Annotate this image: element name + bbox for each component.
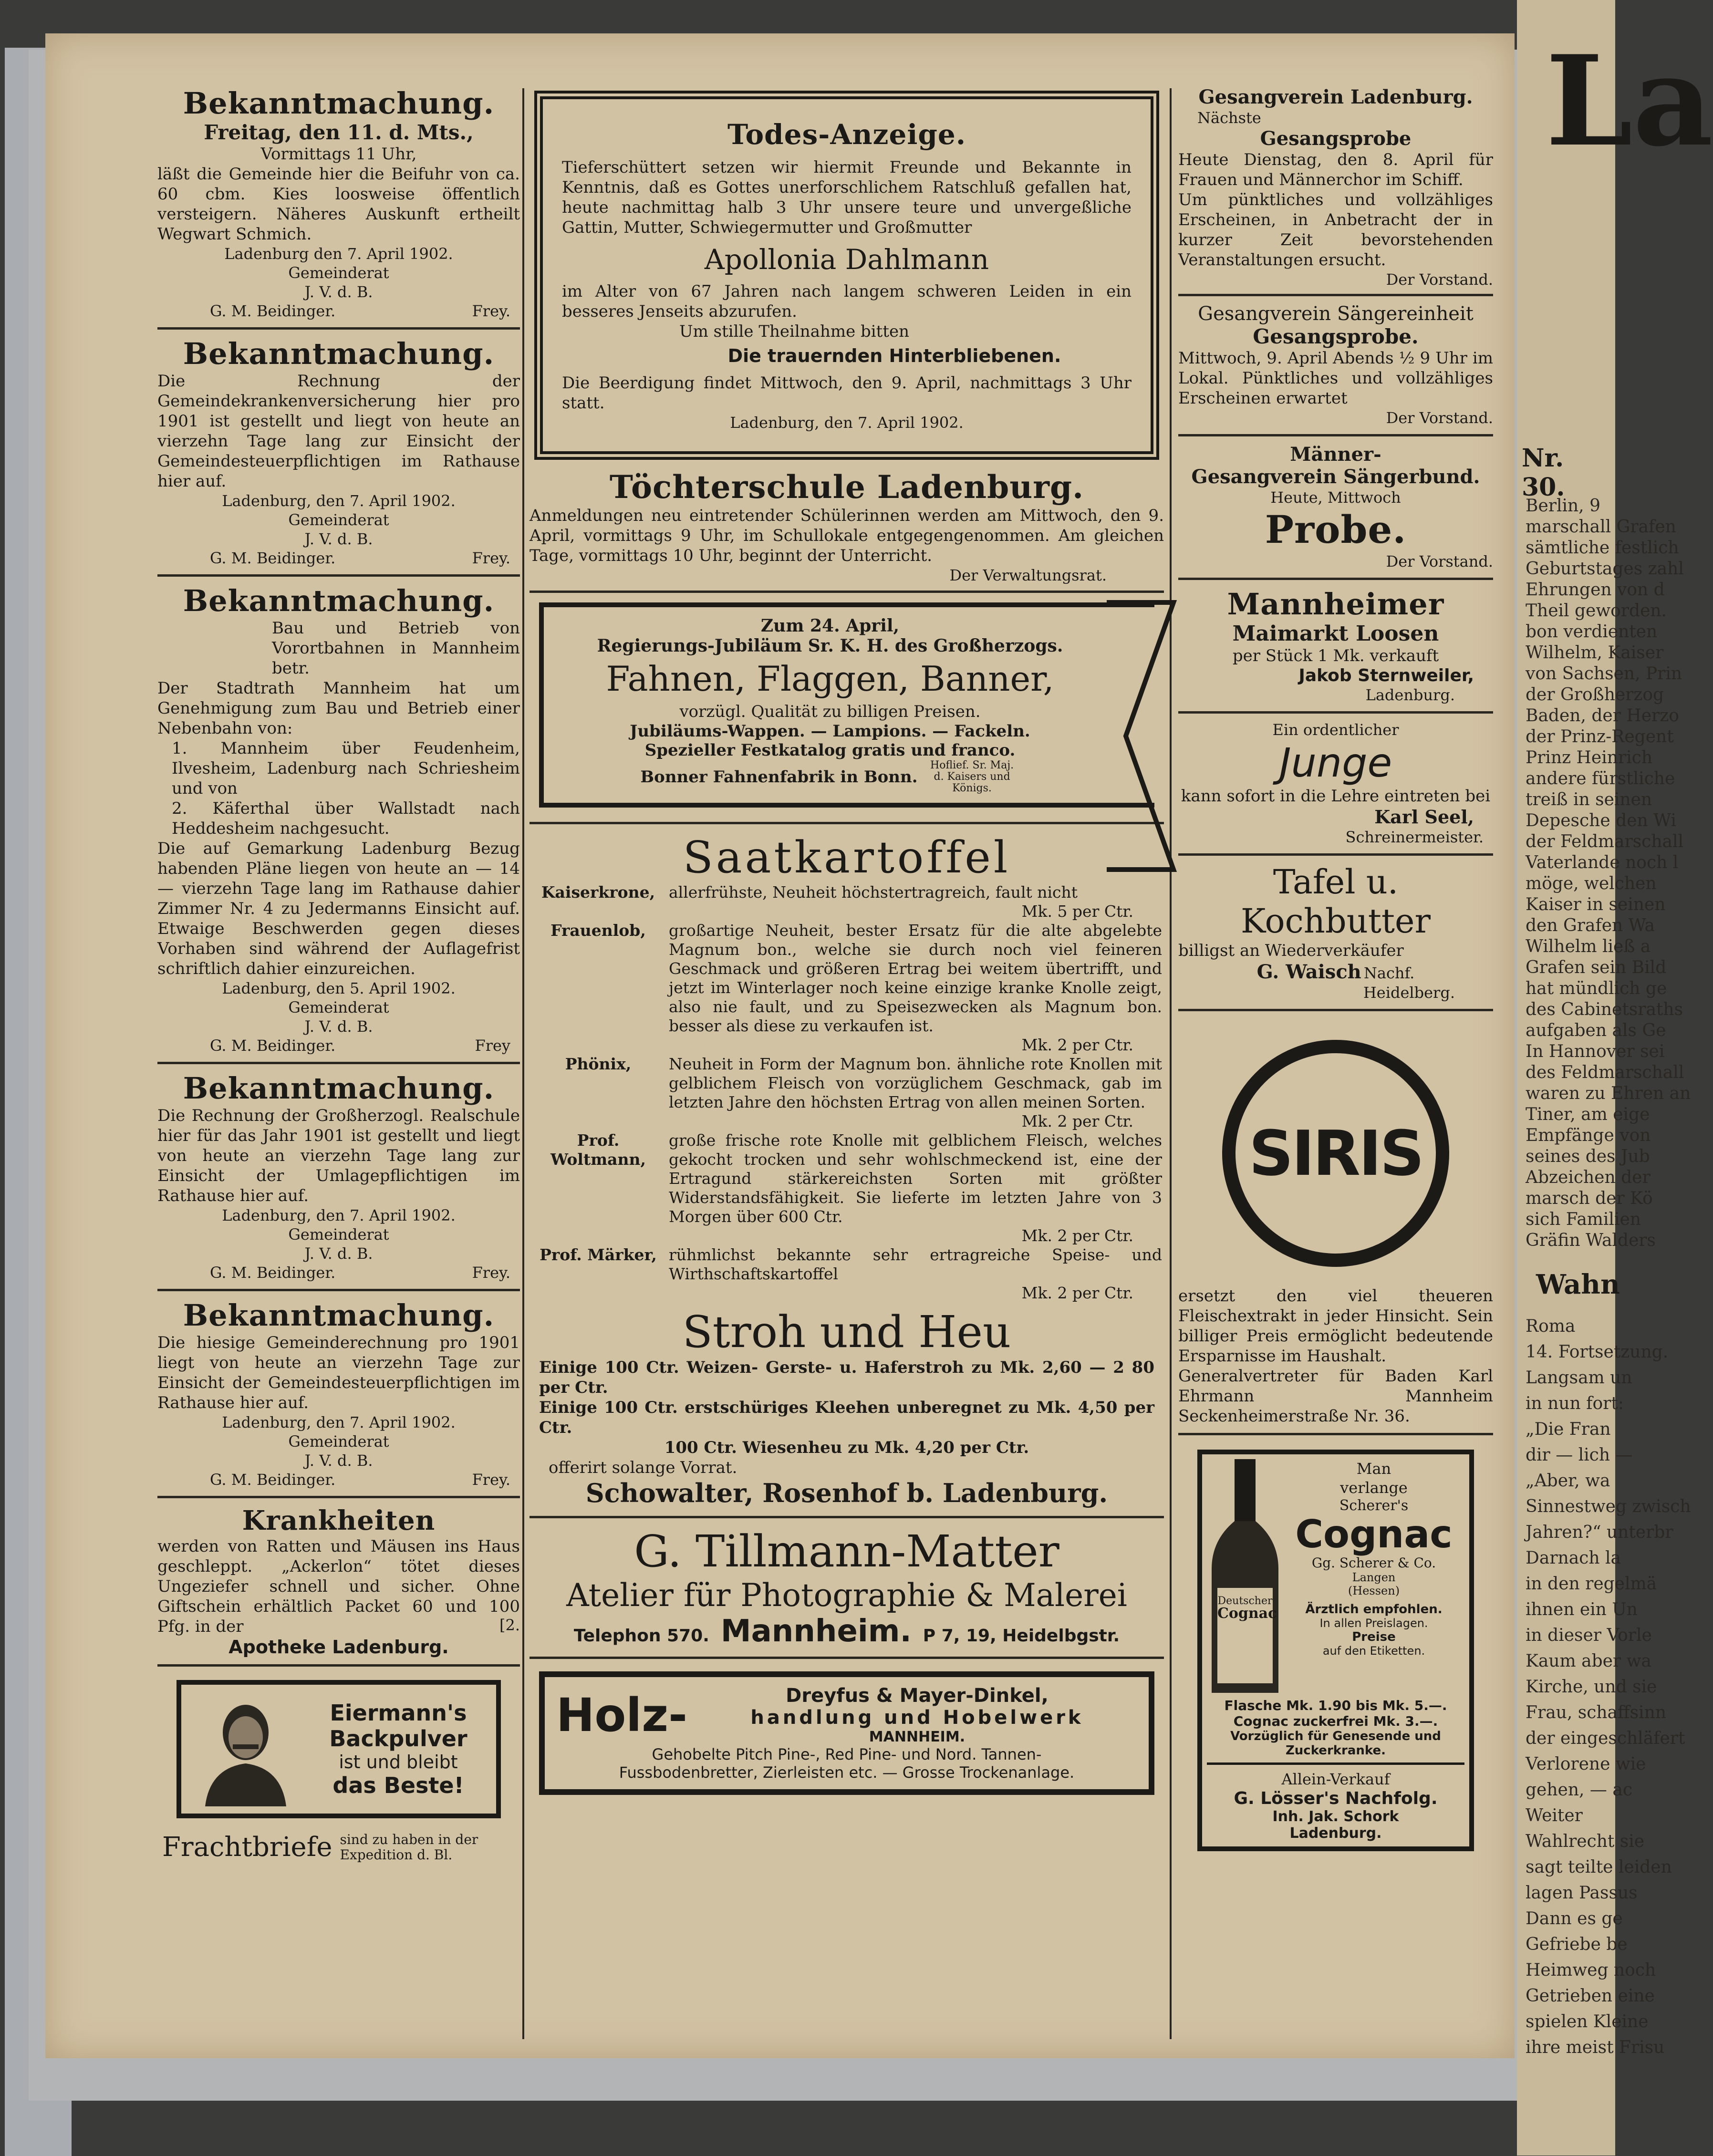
- article-line: Vaterlande noch l: [1526, 853, 1679, 872]
- ad-line-4: Gehobelte Pitch Pine-, Red Pine- und Nord. Tannen-: [652, 1745, 1042, 1763]
- potato-description: [667, 1055, 1164, 1131]
- death-notice-ask: Um stille Theilnahme bitten: [679, 322, 910, 341]
- potato-description: [667, 883, 1164, 921]
- notice-title: Bekanntmachung.: [183, 336, 495, 371]
- ad-big-word: Probe.: [1265, 507, 1407, 552]
- notice-signature: G. M. Beidinger.: [210, 1264, 336, 1282]
- death-notice-body-2: im Alter von 67 Jahren nach langem schweren Leiden in ein besseres Jenseits abzurufen.: [562, 282, 1132, 321]
- ad-prices-note: auf den Etiketten.: [1322, 1644, 1425, 1658]
- ad-line-5: Spezieller Festkatalog gratis und franco.: [644, 741, 1016, 760]
- article-line: der eingeschläfert: [1526, 1729, 1685, 1748]
- article-line: sich Familien: [1526, 1210, 1641, 1229]
- ad-choir-ladenburg: [1178, 86, 1493, 296]
- notice-realschule-accounts: [157, 1064, 520, 1291]
- article-line: Kaiser in seinen: [1526, 895, 1666, 914]
- ad-name: Jakob Sternweiler,: [1298, 666, 1474, 685]
- ad-subtitle: Gesangsprobe.: [1253, 325, 1419, 348]
- ad-name: Karl Seel,: [1374, 806, 1474, 828]
- ad-body: Heute Dienstag, den 8. April für Frauen und Männerchor im Schiff.: [1178, 150, 1493, 189]
- ad-title: Gesangverein Ladenburg.: [1198, 86, 1473, 108]
- potato-desc-text: großartige Neuheit, bester Ersatz für die alte abgelebte Magnum bon., welche sie durch noch viel feineren Geschmack und größeren Ertrag bei weitem übertrifft, und jetzt im Winterlager noch keine einzige kranke Knolle zeigt, also nie fault, und zu Speisezwecken als Magnum bon. besser als diese zu verkaufen ist.: [669, 921, 1162, 1035]
- potato-variety: Frauenlob,: [550, 921, 646, 940]
- ad-body: ersetzt den viel theueren Fleischextrakt in jeder Hinsicht. Sein billiger Preis ermöglicht bedeutende Ersparnisse im Haushalt.: [1178, 1286, 1493, 1366]
- ad-place: Heidelberg.: [1363, 984, 1455, 1002]
- notice-body: läßt die Gemeinde hier die Beifuhr von ca. 60 cbm. Kies loosweise öffentlich versteigern. Näheres Auskunft ertheilt Wegwart Schmich.: [157, 165, 520, 244]
- article-line: Wilhelm ließ a: [1526, 937, 1651, 956]
- article-line: spielen Kleine: [1526, 2012, 1649, 2032]
- ad-place: Ladenburg.: [1365, 686, 1455, 704]
- notice-signature-2: Frey.: [472, 1264, 510, 1282]
- notice-place-date: Ladenburg, den 7. April 1902.: [222, 1206, 456, 1224]
- potato-description: [667, 1131, 1164, 1245]
- article-line: „Aber, wa: [1526, 1471, 1610, 1491]
- ad-title-2: Gesangverein Sängerbund.: [1191, 466, 1480, 488]
- notice-place-date: Ladenburg, den 7. April 1902.: [222, 1413, 456, 1431]
- column-rule-1: [522, 88, 524, 2039]
- ad-shop: Apotheke Ladenburg.: [228, 1637, 449, 1658]
- notice-signature-2: Frey.: [472, 302, 510, 320]
- notice-body: Der Stadtrath Mannheim hat um Genehmigung zum Bau und Betrieb einer Nebenbahn von:: [157, 679, 520, 738]
- notice-abbr: J. V. d. B.: [304, 530, 373, 548]
- notice-title: Bekanntmachung.: [183, 583, 495, 618]
- ad-today: Heute, Mittwoch: [1270, 488, 1401, 507]
- death-notice: [534, 91, 1159, 460]
- ad-title: Saatkartoffel: [683, 832, 1011, 883]
- ad-line-3: vorzügl. Qualität zu billigen Preisen.: [679, 702, 981, 721]
- ad-line-1: Dreyfus & Mayer-Dinkel,: [786, 1685, 1049, 1707]
- article-line: lagen Passus: [1526, 1883, 1638, 1903]
- potato-row: [529, 1245, 1164, 1303]
- ad-apprentice: [1178, 714, 1493, 856]
- article-line: aufgaben als Ge: [1526, 1021, 1666, 1040]
- article-line: Langsam un: [1526, 1368, 1632, 1388]
- ad-body: werden von Ratten und Mäusen ins Haus geschleppt. „Ackerlon“ tötet dieses Ungeziefer schnell und sicher. Ohne Giftschein erhältlich Packet 60 und 100 Pfg. in der: [157, 1537, 520, 1636]
- ad-ackerlon: [157, 1498, 520, 1667]
- notice-date: Freitag, den 11. d. Mts.,: [204, 121, 474, 144]
- ad-big-title: Fahnen, Flaggen, Banner,: [606, 659, 1054, 699]
- ad-place: Ladenburg.: [1289, 1825, 1382, 1842]
- death-notice-place-date: Ladenburg, den 7. April 1902.: [730, 414, 964, 432]
- notice-org: Gemeinderat: [288, 1225, 389, 1244]
- potato-variety: Prof. Märker,: [540, 1245, 657, 1264]
- ad-title: Krankheiten: [242, 1505, 436, 1536]
- article-line: möge, welchen: [1526, 874, 1657, 893]
- notice-body: Die hiesige Gemeinderechnung pro 1901 liegt von heute an vierzehn Tage zur Einsicht der Gemeindesteuerpflichtigen im Rathause hier auf.: [157, 1333, 520, 1412]
- article-line: der Großherzog: [1526, 685, 1664, 705]
- ad-location: Langen: [1352, 1571, 1396, 1584]
- bottle-label-1: Deutscher: [1217, 1595, 1273, 1607]
- notice-signature-2: Frey.: [472, 549, 510, 567]
- potato-desc-text: große frische rote Knolle mit gelblichem Fleisch, welches gekocht trocken und sehr wohlschmeckend ist, eine der Ertragund stärkereichsten Sorten mit größter Widerstandsfähigkeit. Sie lieferte im letzten Jahre von 3 Morgen über 600 Ctr.: [669, 1131, 1162, 1226]
- potato-variety: Prof. Woltmann,: [550, 1131, 646, 1169]
- ad-city: Mannheim.: [720, 1614, 912, 1649]
- ad-body: per Stück 1 Mk. verkauft: [1232, 646, 1439, 665]
- article-line: In Hannover sei: [1526, 1042, 1665, 1061]
- notice-title: Bekanntmachung.: [183, 1298, 495, 1333]
- notice-item-2: 2. Käferthal über Wallstadt nach Heddesheim nachgesucht.: [172, 799, 520, 838]
- ad-shop: G. Lösser's Nachfolg.: [1234, 1789, 1438, 1808]
- siris-logo-text: SIRIS: [1248, 1117, 1423, 1190]
- ad-price-range: In allen Preislagen.: [1319, 1617, 1428, 1630]
- article-line: in den regelmä: [1526, 1574, 1657, 1594]
- article-line: Wilhelm, Kaiser: [1526, 643, 1664, 663]
- potato-description: [667, 1245, 1164, 1303]
- article-line: ihnen ein Un: [1526, 1600, 1638, 1619]
- potato-price: Mk. 2 per Ctr.: [1021, 1284, 1133, 1302]
- notice-item-1: 1. Mannheim über Feudenheim, Ilvesheim, Ladenburg nach Schriesheim und von: [172, 739, 520, 798]
- potato-price: Mk. 5 per Ctr.: [1021, 902, 1133, 921]
- siris-logo: [1222, 1040, 1449, 1267]
- article-line: Jahren?“ unterbr: [1526, 1523, 1673, 1542]
- ad-line-4: das Beste!: [332, 1772, 464, 1798]
- ad-line-3: MANNHEIM.: [869, 1729, 966, 1745]
- ad-seed-potatoes: [529, 824, 1164, 1518]
- ad-cognac: [1197, 1450, 1474, 1851]
- article-line: des Cabinetsraths: [1526, 1000, 1683, 1019]
- article-line: Roma: [1526, 1316, 1576, 1336]
- article-line: in dieser Vorle: [1526, 1626, 1652, 1645]
- column-rule-2: [1170, 88, 1172, 2039]
- article-line: des Feldmarschall: [1526, 1063, 1684, 1082]
- article-line: den Grafen Wa: [1526, 916, 1655, 935]
- ad-line-6: Bonner Fahnenfabrik in Bonn.: [640, 767, 918, 787]
- ad-subtitle: Gesangsprobe: [1260, 127, 1412, 150]
- ad-signature: Schowalter, Rosenhof b. Ladenburg.: [585, 1478, 1108, 1508]
- article-line: marsch der Kö: [1526, 1189, 1653, 1208]
- article-line: der Feldmarschall: [1526, 832, 1683, 851]
- ad-title-1: Mannheimer: [1227, 587, 1444, 622]
- potato-row: [529, 1055, 1164, 1131]
- notice-signature-2: Frey: [475, 1037, 510, 1055]
- article-line: Weiter: [1526, 1806, 1583, 1825]
- potato-row: [529, 883, 1164, 921]
- article-line: marschall Grafen: [1526, 517, 1676, 537]
- ad-line-2: verlange: [1340, 1479, 1408, 1497]
- notice-abbr: J. V. d. B.: [304, 283, 373, 301]
- ad-location-2: (Hessen): [1348, 1584, 1400, 1597]
- ad-signature: Der Vorstand.: [1386, 270, 1493, 289]
- potato-description: [667, 921, 1164, 1055]
- article-line: andere fürstliche: [1526, 769, 1675, 788]
- notice-signature: G. M. Beidinger.: [210, 302, 336, 320]
- ad-big-word: Junge: [1279, 739, 1392, 786]
- ad-line-2: handlung und Hobelwerk: [750, 1707, 1084, 1729]
- article-line: Heimweg noch: [1526, 1960, 1656, 1980]
- notice-body: Die Rechnung der Gemeindekrankenversicherung hier pro 1901 ist gestellt und liegt von heute an vierzehn Tage lang zur Einsicht der Gemeindesteuerpflichtigen im Rathause hier auf.: [157, 372, 520, 491]
- ad-signature: Der Verwaltungsrat.: [949, 566, 1107, 584]
- article-line: Verlorene wie: [1526, 1754, 1646, 1774]
- ad-price-1: Flasche Mk. 1.90 bis Mk. 5.—.: [1224, 1698, 1447, 1713]
- death-notice-mourners: Die trauernden Hinterbliebenen.: [727, 345, 1061, 366]
- potato-desc-text: allerfrühste, Neuheit höchstertragreich, fault nicht: [669, 883, 1078, 902]
- article-line: Grafen sein Bild: [1526, 958, 1667, 977]
- ad-line-2: Regierungs-Jubiläum Sr. K. H. des Großherzogs.: [597, 636, 1063, 656]
- notice-title: Bekanntmachung.: [183, 1071, 495, 1106]
- article-line: Sinnestweg zwisch: [1526, 1497, 1691, 1516]
- article-line: Empfänge von: [1526, 1126, 1651, 1145]
- article-line: dir — lich —: [1526, 1445, 1633, 1465]
- notice-abbr: J. V. d. B.: [304, 1017, 373, 1036]
- ad-line-2: kann sofort in die Lehre eintreten bei: [1181, 787, 1491, 806]
- article-line: Frau, schaffsinn: [1526, 1703, 1666, 1722]
- notice-place-date: Ladenburg den 7. April 1902.: [224, 245, 453, 263]
- deceased-name: Apollonia Dahlmann: [704, 243, 989, 276]
- ad-title: Gesangverein Sängereinheit: [1198, 303, 1474, 325]
- ad-title-1: Männer-: [1290, 443, 1381, 466]
- cognac-bottle-image: [1207, 1459, 1283, 1698]
- ad-body-2: Generalvertreter für Baden Karl Ehrmann Mannheim Seckenheimerstraße Nr. 36.: [1178, 1367, 1493, 1426]
- potato-price: Mk. 2 per Ctr.: [1021, 1036, 1133, 1054]
- death-notice-funeral: Die Beerdigung findet Mittwoch, den 9. April, nachmittags 3 Uhr statt.: [562, 373, 1132, 413]
- ad-frachtbriefe: [157, 1832, 520, 1863]
- article-line: sagt teilte leiden: [1526, 1857, 1672, 1877]
- straw-line-3: 100 Ctr. Wiesenheu zu Mk. 4,20 per Ctr.: [664, 1438, 1029, 1457]
- ad-owner: Inh. Jak. Schork: [1272, 1808, 1399, 1825]
- ad-line-3: ist und bleibt: [339, 1752, 458, 1772]
- ad-flags: [529, 593, 1164, 824]
- notice-suburban-railway: [157, 577, 520, 1064]
- ad-number: [2.: [499, 1616, 520, 1634]
- notice-health-insurance: [157, 330, 520, 577]
- article-line: waren zu Ehren an: [1526, 1084, 1691, 1103]
- article-line: Gräfin Walders: [1526, 1231, 1656, 1250]
- ad-wood: [539, 1671, 1154, 1795]
- notice-signature-2: Frey.: [472, 1471, 510, 1489]
- notice-org: Gemeinderat: [288, 1432, 389, 1451]
- column-2: [529, 86, 1164, 1795]
- ad-next: Nächste: [1197, 109, 1261, 127]
- article-line: Theil geworden.: [1526, 601, 1667, 621]
- article-line: in nun fort:: [1526, 1394, 1624, 1413]
- ad-maimarkt-lottery: [1178, 580, 1493, 714]
- ad-line-1: Eiermann's: [330, 1700, 467, 1726]
- ad-big-word: Frachtbriefe: [162, 1832, 332, 1863]
- ad-line-4: Jubiläums-Wappen. — Lampions. — Fackeln.: [630, 722, 1030, 741]
- notice-subject: Bau und Betrieb von Vorortbahnen in Mannheim betr.: [272, 619, 520, 678]
- ad-price-2: Cognac zuckerfrei Mk. 3.—.: [1233, 1713, 1438, 1729]
- ad-line-7: Hoflief. Sr. Maj. d. Kaisers und Königs.: [930, 759, 1014, 794]
- ad-photographer: [529, 1518, 1164, 1659]
- article-line: Kirche, und sie: [1526, 1677, 1657, 1697]
- article-line: sämtliche festlich: [1526, 538, 1679, 558]
- article-line: hat mündlich ge: [1526, 979, 1667, 998]
- article-line: Berlin, 9: [1526, 496, 1600, 516]
- notice-org: Gemeinderat: [288, 511, 389, 529]
- ad-title: Töchterschule Ladenburg.: [609, 468, 1084, 506]
- article-line: gehen, — ac: [1526, 1780, 1632, 1800]
- article-line: Prinz Heinrich: [1526, 748, 1653, 767]
- notice-abbr: J. V. d. B.: [304, 1244, 373, 1263]
- ad-line-1: Man: [1356, 1460, 1391, 1478]
- ad-big-word: Holz-: [556, 1688, 687, 1742]
- article-line: treiß in seinen: [1526, 790, 1652, 809]
- notice-place-date: Ladenburg, den 7. April 1902.: [222, 492, 456, 510]
- ad-siris: [1178, 1011, 1493, 1435]
- ad-line-1: Ein ordentlicher: [1272, 721, 1399, 739]
- notice-org: Gemeinderat: [288, 998, 389, 1016]
- notice-time: Vormittags 11 Uhr,: [260, 145, 417, 164]
- article-line: Wahlrecht sie: [1526, 1832, 1645, 1851]
- potato-price: Mk. 2 per Ctr.: [1021, 1112, 1133, 1130]
- notice-body-2: Die auf Gemarkung Ladenburg Bezug habenden Pläne liegen von heute an — 14 — vierzehn Tage lang im Rathause dahier Zimmer Nr. 4 zu Jedermanns Einsicht auf. Etwaige Beschwerden gegen dieses Vorhaben sind während der Auflagefrist schriftlich dahier einzureichen.: [157, 839, 520, 978]
- death-notice-body: Tieferschüttert setzen wir hiermit Freunde und Bekannte in Kenntnis, daß es Gottes unerforschlichem Ratschluß gefallen hat, heute nachmittag halb 3 Uhr unsere teure und unvergeßliche Gattin, Mutter, Schwiegermutter und Großmutter: [562, 158, 1132, 237]
- article-line: Getrieben eine: [1526, 1986, 1655, 2006]
- masthead-fragment: La: [1546, 29, 1713, 174]
- ad-butter: [1178, 856, 1493, 1011]
- ad-sale: Allein-Verkauf: [1281, 1770, 1390, 1788]
- notice-org: Gemeinderat: [288, 264, 389, 282]
- straw-line-4: offerirt solange Vorrat.: [549, 1458, 737, 1477]
- ad-prices-label: Preise: [1352, 1630, 1396, 1644]
- notice-signature: G. M. Beidinger.: [210, 1037, 336, 1055]
- ad-signature: Der Vorstand.: [1386, 552, 1493, 570]
- ad-body: Anmeldungen neu eintretender Schülerinnen werden am Mittwoch, den 9. April, vormittags 9 Uhr, im Schullokale entgegengenommen. Am gleichen Tage, vormittags 10 Uhr, beginnt der Unterricht.: [529, 506, 1164, 565]
- potato-row: [529, 921, 1164, 1055]
- ad-job: Schreinermeister.: [1345, 828, 1484, 846]
- article-line: Ehrungen von d: [1526, 580, 1665, 600]
- ad-girls-school: [529, 465, 1164, 593]
- potato-desc-text: Neuheit in Form der Magnum bon. ähnliche rote Knollen mit gelblichem Fleisch von vorzüglichem Geschmack, gab im letzten Jahre den höchsten Ertrag von allen meinen Sorten.: [669, 1055, 1162, 1111]
- notice-title: Bekanntmachung.: [183, 86, 495, 121]
- potato-price: Mk. 2 per Ctr.: [1021, 1226, 1133, 1245]
- ad-recommend: Ärztlich empfohlen.: [1305, 1602, 1443, 1617]
- column-3: [1178, 86, 1493, 1851]
- ad-body-2: Um pünktliches und vollzähliges Erscheinen, in Anbetracht der in kurzer Zeit bevorstehenden Veranstaltungen ersucht.: [1178, 190, 1493, 270]
- ad-telephone: Telephon 570.: [573, 1626, 709, 1646]
- ad-title: G. Tillmann-Matter: [634, 1526, 1059, 1577]
- ad-note-1: Vorzüglich für Genesende und: [1230, 1729, 1441, 1743]
- adjacent-page: [1517, 0, 1713, 2156]
- issue-number: Nr. 30.: [1522, 444, 1565, 502]
- notice-gravel-auction: [157, 86, 520, 330]
- ad-address: P 7, 19, Heidelbgstr.: [923, 1626, 1120, 1646]
- article-line: von Sachsen, Prin: [1526, 664, 1682, 684]
- straw-line-2: Einige 100 Ctr. erstschüriges Kleehen unberegnet zu Mk. 4,50 per Ctr.: [539, 1398, 1154, 1437]
- article-title-fragment: Wahn: [1536, 1269, 1620, 1300]
- article-line: Darnach la: [1526, 1548, 1621, 1568]
- ad-brand: Scherer's: [1339, 1497, 1409, 1514]
- potato-row: [529, 1131, 1164, 1245]
- bottle-label-2: Cognac: [1217, 1605, 1277, 1622]
- article-line: seines des Jub: [1526, 1147, 1650, 1166]
- ad-title-2: Stroh und Heu: [682, 1306, 1011, 1358]
- article-line: ihre meist Frisu: [1526, 2038, 1665, 2057]
- ad-title-2: Maimarkt Loosen: [1232, 622, 1439, 646]
- potato-variety: Kaiserkrone,: [541, 883, 655, 902]
- notice-body: Die Rechnung der Großherzogl. Realschule hier für das Jahr 1901 ist gestellt und liegt von heute an vierzehn Tage lang zur Einsicht der Umlagepflichtigen im Rathause hier auf.: [157, 1106, 520, 1205]
- article-line: Dann es ge: [1526, 1909, 1623, 1928]
- potato-desc-text: rühmlichst bekannte sehr ertragreiche Speise- und Wirthschaftskartoffel: [669, 1245, 1162, 1283]
- notice-place-date: Ladenburg, den 5. April 1902.: [222, 979, 456, 997]
- article-line: Abzeichen der: [1526, 1168, 1651, 1187]
- death-notice-title: Todes-Anzeige.: [727, 118, 966, 151]
- article-line: „Die Fran: [1526, 1420, 1611, 1439]
- ad-eiermann: [176, 1680, 501, 1818]
- ad-choir-saengereinheit: [1178, 296, 1493, 436]
- ad-product: Cognac: [1295, 1512, 1453, 1556]
- notice-signature: G. M. Beidinger.: [210, 1471, 336, 1489]
- ad-body: Mittwoch, 9. April Abends ½ 9 Uhr im Lokal. Pünktliches und vollzähliges Erscheinen erwartet: [1178, 349, 1493, 408]
- ad-small-2: Expedition d. Bl.: [340, 1846, 453, 1863]
- portrait-image: [191, 1692, 301, 1806]
- article-line: Depesche den Wi: [1526, 811, 1676, 830]
- ad-title: Tafel u. Kochbutter: [1241, 862, 1431, 941]
- article-line: Tiner, am eige: [1526, 1105, 1650, 1124]
- ad-line-5: Fussbodenbretter, Zierleisten etc. — Grosse Trockenanlage.: [619, 1763, 1075, 1782]
- ad-name: G. Waisch: [1256, 961, 1361, 983]
- article-line: Baden, der Herzo: [1526, 706, 1679, 726]
- article-line: 14. Fortsetzung.: [1526, 1342, 1669, 1362]
- potato-table: [529, 883, 1164, 1303]
- article-line: Geburtstages zahl: [1526, 559, 1684, 579]
- potato-variety: Phönix,: [565, 1055, 632, 1073]
- ad-signature: Der Vorstand.: [1386, 409, 1493, 427]
- straw-line-1: Einige 100 Ctr. Weizen- Gerste- u. Haferstroh zu Mk. 2,60 — 2 80 per Ctr.: [539, 1358, 1154, 1397]
- ad-small-1: sind zu haben in der: [340, 1831, 478, 1847]
- article-line: Gefriebe be: [1526, 1935, 1628, 1954]
- ad-maker: Gg. Scherer & Co.: [1311, 1555, 1436, 1571]
- ad-note-2: Zuckerkranke.: [1285, 1743, 1386, 1758]
- notice-abbr: J. V. d. B.: [304, 1451, 373, 1470]
- article-line: der Prinz-Regent: [1526, 727, 1674, 746]
- ad-choir-saengerbund: [1178, 436, 1493, 580]
- ad-body: billigst an Wiederverkäufer: [1178, 941, 1404, 960]
- article-line: bon verdienten: [1526, 622, 1658, 642]
- ad-suffix: Nachf.: [1363, 964, 1415, 982]
- ad-line-1: Zum 24. April,: [760, 616, 900, 636]
- article-line: Kaum aber wa: [1526, 1651, 1651, 1671]
- column-1: [157, 86, 520, 1863]
- ad-line-2: Backpulver: [329, 1726, 467, 1752]
- ad-subtitle: Atelier für Photographie & Malerei: [566, 1577, 1127, 1614]
- notice-municipal-accounts: [157, 1291, 520, 1498]
- notice-signature: G. M. Beidinger.: [210, 549, 336, 567]
